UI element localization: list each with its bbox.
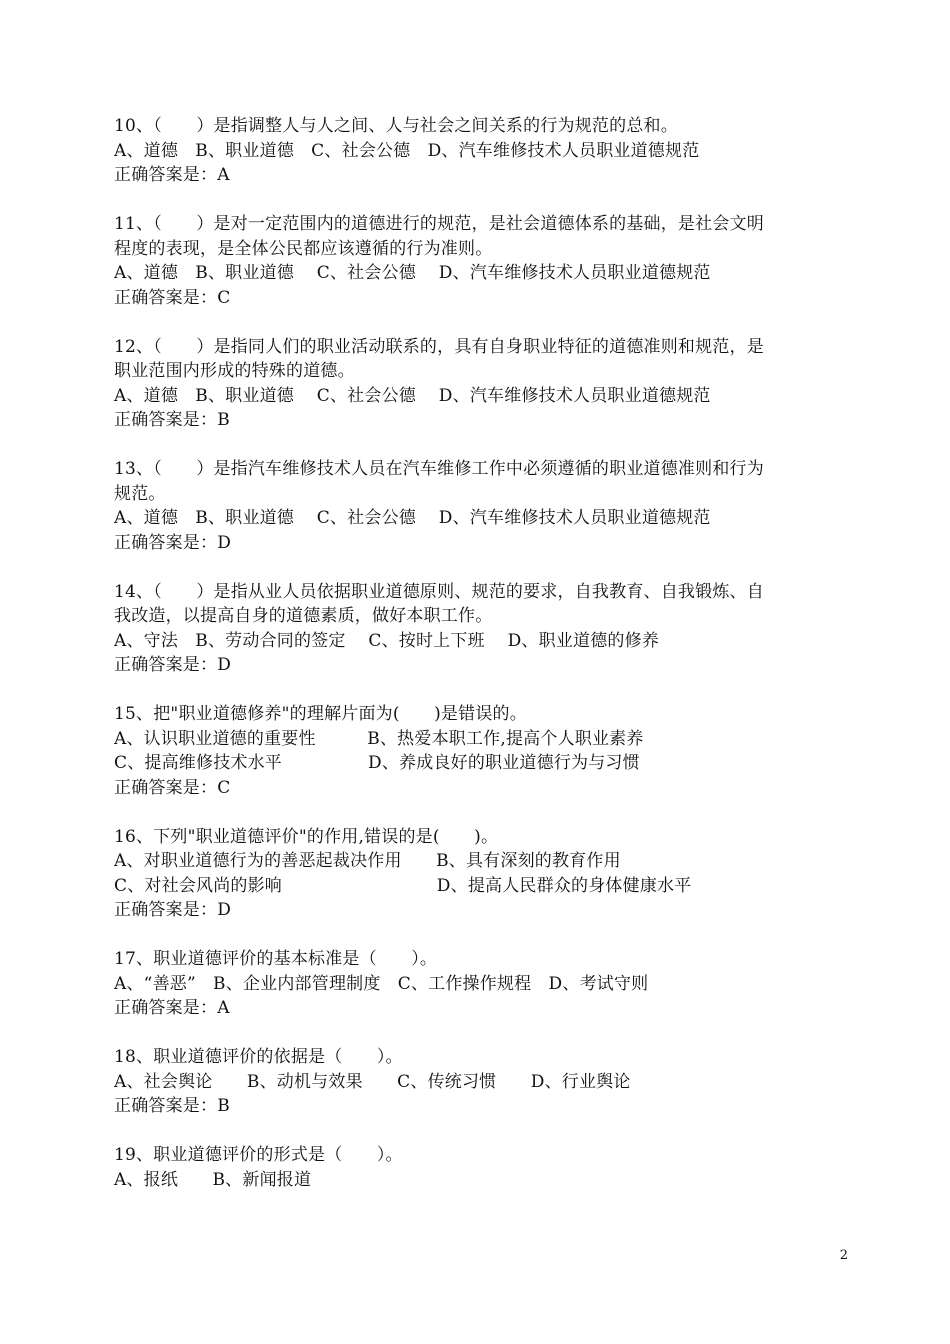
question-13-stem-line-2: 规范。: [114, 483, 166, 504]
question-list: [114, 114, 842, 1192]
question-13-options: A、道德 B、职业道德 C、社会公德 D、汽车维修技术人员职业道德规范: [114, 508, 711, 528]
question-19-stem: 19、职业道德评价的形式是（ ）。: [114, 1145, 403, 1165]
question-17-answer: 正确答案是：A: [114, 998, 230, 1018]
question-18-options: A、社会舆论 B、动机与效果 C、传统习惯 D、行业舆论: [114, 1071, 631, 1092]
question-12-options: A、道德 B、职业道德 C、社会公德 D、汽车维修技术人员职业道德规范: [114, 385, 711, 406]
question-18-answer: 正确答案是：B: [114, 1096, 230, 1116]
question-15-options-cd: C、提高维修技术水平 D、养成良好的职业道德行为与习惯: [114, 753, 640, 773]
question-10: [114, 114, 842, 188]
question-15: [114, 702, 842, 800]
question-12-stem-line-1: 12、（ ）是指同人们的职业活动联系的，具有自身职业特征的道德准则和规范，是: [114, 336, 764, 357]
question-16: [114, 825, 842, 923]
question-17-stem: 17、职业道德评价的基本标准是（ ）。: [114, 949, 438, 969]
question-13-stem-line-1: 13、（ ）是指汽车维修技术人员在汽车维修工作中必须遵循的职业道德准则和行为: [114, 459, 764, 479]
question-11: [114, 212, 842, 310]
question-15-stem: 15、把"职业道德修养"的理解片面为( )是错误的。: [114, 704, 527, 724]
question-14-answer: 正确答案是：D: [114, 655, 232, 675]
page-number: 2: [839, 1248, 848, 1263]
question-16-stem: 16、下列"职业道德评价"的作用,错误的是( )。: [114, 826, 499, 847]
question-10-answer: 正确答案是：A: [114, 165, 230, 185]
question-16-answer: 正确答案是：D: [114, 900, 232, 920]
question-17-options: A、“善恶” B、企业内部管理制度 C、工作操作规程 D、考试守则: [114, 973, 649, 994]
question-11-answer: 正确答案是：C: [114, 287, 231, 308]
question-19: [114, 1143, 842, 1192]
question-15-answer: 正确答案是：C: [114, 777, 231, 798]
question-13: [114, 457, 842, 555]
question-16-options-cd: C、对社会风尚的影响 D、提高人民群众的身体健康水平: [114, 875, 692, 896]
question-15-options-ab: A、认识职业道德的重要性 B、热爱本职工作,提高个人职业素养: [114, 728, 644, 749]
question-14: [114, 580, 842, 678]
question-11-stem-line-2: 程度的表现，是全体公民都应该遵循的行为准则。: [114, 238, 493, 259]
question-11-stem-line-1: 11、（ ）是对一定范围内的道德进行的规范，是社会道德体系的基础，是社会文明: [114, 214, 764, 234]
question-14-stem-line-1: 14、（ ）是指从业人员依据职业道德原则、规范的要求，自我教育、自我锻炼、自: [114, 581, 764, 602]
question-11-options: A、道德 B、职业道德 C、社会公德 D、汽车维修技术人员职业道德规范: [114, 263, 711, 283]
question-14-options: A、守法 B、劳动合同的签定 C、按时上下班 D、职业道德的修养: [114, 630, 660, 651]
question-12-stem-line-2: 职业范围内形成的特殊的道德。: [114, 361, 355, 381]
question-12: [114, 335, 842, 433]
question-16-options-ab: A、对职业道德行为的善恶起裁决作用 B、具有深刻的教育作用: [114, 851, 621, 871]
question-14-stem-line-2: 我改造，以提高自身的道德素质，做好本职工作。: [114, 606, 493, 626]
question-18-stem: 18、职业道德评价的依据是（ ）。: [114, 1047, 403, 1067]
question-10-options: A、道德 B、职业道德 C、社会公德 D、汽车维修技术人员职业道德规范: [114, 140, 700, 161]
question-17: [114, 947, 842, 1021]
question-18: [114, 1045, 842, 1119]
question-10-stem: 10、（ ）是指调整人与人之间、人与社会之间关系的行为规范的总和。: [114, 116, 678, 136]
question-12-answer: 正确答案是：B: [114, 410, 230, 430]
question-13-answer: 正确答案是：D: [114, 532, 232, 553]
question-19-options: A、报纸 B、新闻报道: [114, 1169, 312, 1190]
